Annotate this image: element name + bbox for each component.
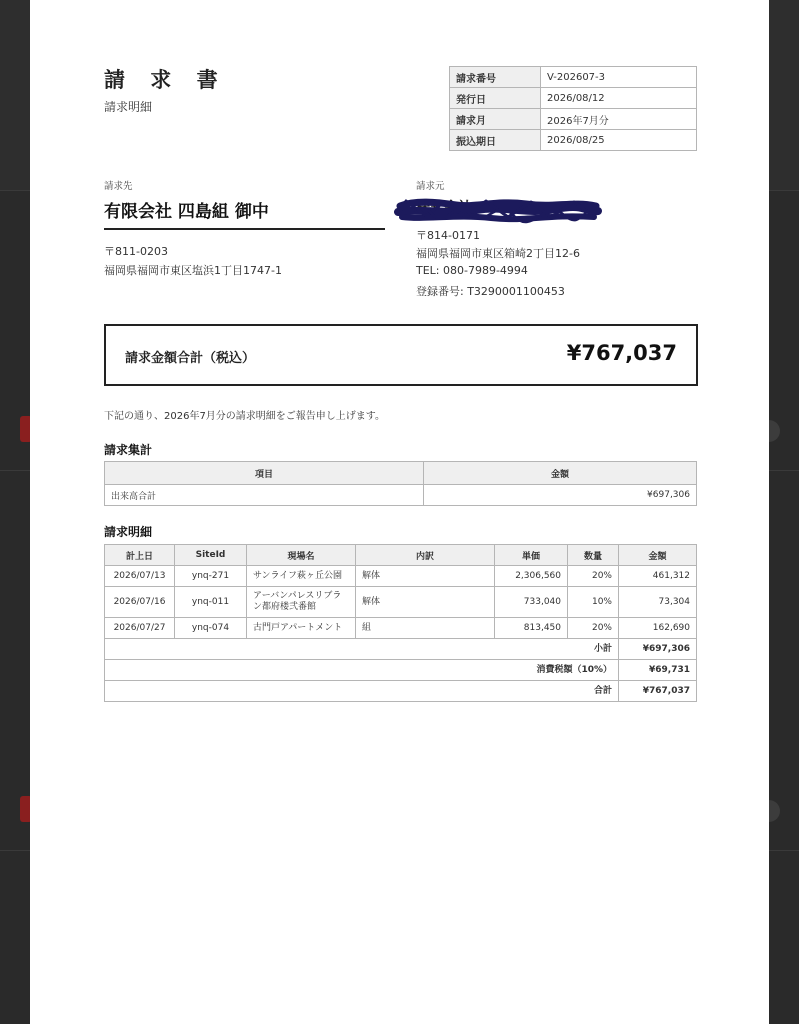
issuer-postal: 〒814-0171 (416, 229, 480, 242)
meta-row (450, 67, 697, 88)
client-label: 請求先 (104, 181, 133, 192)
meta-key: 請求番号 (450, 67, 541, 88)
row-unit-price: 813,450 (495, 618, 568, 639)
meta-row (450, 109, 697, 130)
client-name: 有限会社 四島組 御中 (104, 202, 269, 222)
issuer-name: 株式会社 KENSEI (416, 200, 534, 216)
meta-key: 請求月 (450, 109, 541, 130)
details-heading: 請求明細 (104, 525, 153, 539)
header-site-name: 現場名 (247, 545, 356, 566)
document-title: 請 求 書 (104, 68, 227, 92)
row-site-name: アーバンパレスリブラン都府楼弐番館 (247, 587, 356, 618)
issuer-label: 請求元 (416, 181, 445, 192)
meta-row (450, 130, 697, 151)
subtotal-amount: ¥697,306 (619, 639, 697, 660)
meta-key: 発行日 (450, 88, 541, 109)
subtotal-label: 小計 (105, 639, 619, 660)
header-site-id: SiteId (175, 545, 247, 566)
client-address: 福岡県福岡市東区塩浜1丁目1747-1 (104, 264, 282, 277)
summary-header-item: 項目 (105, 462, 424, 485)
intro-text: 下記の通り、2026年7月分の請求明細をご報告申し上げます。 (104, 411, 386, 422)
row-amount: 461,312 (619, 566, 697, 587)
summary-item: 出来高合計 (105, 485, 424, 506)
row-amount: 162,690 (619, 618, 697, 639)
client-postal: 〒811-0203 (104, 245, 168, 258)
grand-total-amount: ¥767,037 (619, 681, 697, 702)
summary-table (104, 461, 697, 506)
issuer-registration: 登録番号: T3290001100453 (416, 285, 565, 298)
document-subtitle: 請求明細 (104, 100, 153, 114)
row-quantity: 20% (568, 618, 619, 639)
header-quantity: 数量 (568, 545, 619, 566)
summary-heading: 請求集計 (104, 443, 153, 457)
meta-value: 2026/08/25 (541, 130, 697, 151)
invoice-page (30, 0, 769, 1024)
table-row (105, 587, 697, 618)
row-date: 2026/07/16 (105, 587, 175, 618)
summary-header-amount: 金額 (424, 462, 697, 485)
total-amount-box (104, 324, 698, 386)
row-date: 2026/07/27 (105, 618, 175, 639)
table-row (105, 618, 697, 639)
meta-row (450, 88, 697, 109)
table-row (105, 566, 697, 587)
header-unit-price: 単価 (495, 545, 568, 566)
row-quantity: 10% (568, 587, 619, 618)
summary-amount: ¥697,306 (424, 485, 697, 506)
summary-row (105, 485, 697, 506)
row-breakdown: 組 (356, 618, 495, 639)
header-breakdown: 内訳 (356, 545, 495, 566)
details-header-row (105, 545, 697, 566)
row-breakdown: 解体 (356, 587, 495, 618)
summary-header-row (105, 462, 697, 485)
grand-total-label: 合計 (105, 681, 619, 702)
row-breakdown: 解体 (356, 566, 495, 587)
tax-label: 消費税額（10%） (105, 660, 619, 681)
client-underline (104, 228, 385, 230)
row-site-id: ynq-271 (175, 566, 247, 587)
row-amount: 73,304 (619, 587, 697, 618)
details-table (104, 544, 697, 702)
row-site-id: ynq-011 (175, 587, 247, 618)
row-unit-price: 2,306,560 (495, 566, 568, 587)
meta-value: 2026年7月分 (541, 109, 697, 130)
row-quantity: 20% (568, 566, 619, 587)
header-date: 計上日 (105, 545, 175, 566)
tax-amount: ¥69,731 (619, 660, 697, 681)
invoice-meta-table (449, 66, 697, 151)
total-label: 請求金額合計（税込） (125, 351, 256, 366)
meta-value: 2026/08/12 (541, 88, 697, 109)
row-site-id: ynq-074 (175, 618, 247, 639)
meta-value: V-202607-3 (541, 67, 697, 88)
row-date: 2026/07/13 (105, 566, 175, 587)
subtotal-row (105, 639, 697, 660)
row-unit-price: 733,040 (495, 587, 568, 618)
header-amount: 金額 (619, 545, 697, 566)
tax-row (105, 660, 697, 681)
grand-total-row (105, 681, 697, 702)
issuer-address: 福岡県福岡市東区箱崎2丁目12-6 (416, 247, 580, 260)
issuer-tel: TEL: 080-7989-4994 (416, 264, 528, 277)
row-site-name: サンライフ萩ヶ丘公園 (247, 566, 356, 587)
meta-key: 振込期日 (450, 130, 541, 151)
total-amount: ¥767,037 (566, 341, 677, 365)
redaction-scribble (396, 196, 600, 224)
row-site-name: 古門戸アパートメント (247, 618, 356, 639)
